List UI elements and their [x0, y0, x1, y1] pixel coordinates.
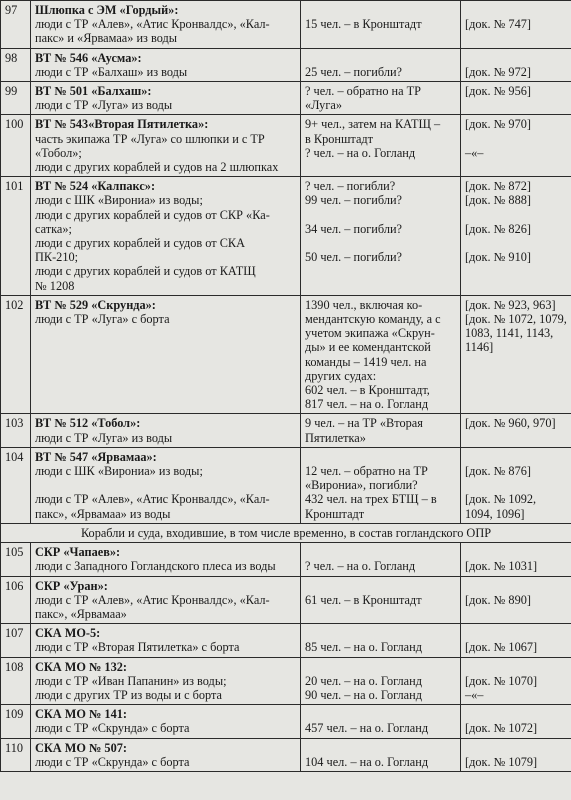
ship-description [31, 447, 301, 523]
result-line: других судах: [305, 368, 377, 383]
result-cell [301, 657, 461, 705]
document-reference: [док. № 1079] [465, 754, 538, 769]
table-row [1, 48, 571, 81]
result-line: 99 чел. – погибли? [305, 193, 402, 208]
result-line [305, 545, 456, 559]
document-reference: [док. № 747] [465, 17, 531, 32]
table-row [1, 657, 571, 705]
description-line: люди с ТР «Скрунда» с борта [35, 754, 190, 769]
result-line: 15 чел. – в Кронштадт [305, 17, 422, 32]
description-line: пакс» и «Ярвамаа» из воды [35, 31, 178, 46]
result-line: учетом экипажа «Скрун- [305, 326, 435, 341]
row-number: 99 [1, 82, 31, 115]
document-reference: [док. № 1067] [465, 640, 538, 655]
description-line: «Тобол»; [35, 145, 82, 160]
description-line: люди с ТР «Луга» из воды [35, 430, 173, 445]
row-number: 98 [1, 48, 31, 81]
result-line: 85 чел. – на о. Гогланд [305, 640, 422, 655]
result-line [305, 450, 456, 464]
document-reference: [док. № 910] [465, 250, 531, 265]
result-line [305, 579, 456, 593]
result-line: 9+ чел., затем на КАТЩ – [305, 117, 441, 132]
document-reference [465, 132, 567, 146]
table-row [1, 705, 571, 738]
description-line: люди с ТР «Луга» с борта [35, 312, 170, 327]
ship-name: ВТ № 546 «Аусма»: [35, 50, 142, 65]
result-cell [301, 705, 461, 738]
description-line: люди с других кораблей и судов от СКА [35, 236, 246, 251]
document-reference: [док. № 960, 970] [465, 416, 556, 431]
table-row [1, 414, 571, 447]
row-number: 101 [1, 177, 31, 296]
row-number: 104 [1, 447, 31, 523]
result-line: 20 чел. – на о. Гогланд [305, 673, 422, 688]
document-reference [465, 545, 567, 559]
document-reference [465, 707, 567, 721]
table-row [1, 82, 571, 115]
section-header: Корабли и суда, входившие, в том числе временно, в состав гогландского ОПР [1, 523, 571, 542]
table-row [1, 295, 571, 414]
ship-name: СКА МО № 507: [35, 740, 127, 755]
ship-name: СКР «Уран»: [35, 578, 108, 593]
description-line: пакс», «Ярвамаа» [35, 606, 127, 621]
document-reference: 1094, 1096] [465, 506, 525, 521]
result-cell [301, 576, 461, 624]
result-line: Кронштадт [305, 506, 365, 521]
table-body-top [1, 1, 571, 524]
description-line [35, 478, 296, 492]
ship-description [31, 576, 301, 624]
document-reference-cell [461, 447, 571, 523]
result-line: «Луга» [305, 98, 342, 113]
result-line: 1390 чел., включая ко- [305, 297, 423, 312]
ship-description [31, 624, 301, 657]
table-row [1, 447, 571, 523]
ship-description [31, 295, 301, 414]
ship-description [31, 177, 301, 296]
document-reference-cell [461, 48, 571, 81]
row-number: 106 [1, 576, 31, 624]
document-reference [465, 450, 567, 464]
result-cell [301, 543, 461, 576]
result-line: ? чел. – на о. Гогланд [305, 145, 416, 160]
result-line: 50 чел. – погибли? [305, 250, 402, 265]
document-reference: –«– [465, 687, 484, 702]
description-line: люди с ТР «Алев», «Атис Кронвалдс», «Кал- [35, 592, 270, 607]
document-reference: [док. № 923, 963] [465, 297, 556, 312]
result-line: 12 чел. – обратно на ТР [305, 464, 428, 479]
result-line: 61 чел. – в Кронштадт [305, 592, 422, 607]
description-line: люди с ТР «Балхаш» из воды [35, 64, 188, 79]
row-number: 109 [1, 705, 31, 738]
ship-name: СКА МО № 141: [35, 707, 127, 722]
document-reference [465, 660, 567, 674]
row-number: 105 [1, 543, 31, 576]
row-number: 110 [1, 738, 31, 771]
document-reference: [док. № 826] [465, 221, 531, 236]
result-line: команды – 1419 чел. на [305, 354, 427, 369]
description-line: люди с ТР «Иван Папанин» из воды; [35, 673, 227, 688]
document-reference: [док. № 1092, [465, 492, 537, 507]
result-line: ? чел. – обратно на ТР [305, 84, 422, 99]
table-row [1, 624, 571, 657]
row-number: 108 [1, 657, 31, 705]
document-reference: [док. № 1072, 1079, [465, 312, 567, 327]
section-header-row [1, 523, 571, 542]
table-row [1, 543, 571, 576]
result-line: мендантскую команду, а с [305, 312, 441, 327]
document-reference-cell [461, 657, 571, 705]
row-number: 102 [1, 295, 31, 414]
description-line: люди с ШК «Вирониа» из воды; [35, 193, 203, 208]
result-line: 817 чел. – на о. Гогланд [305, 397, 429, 412]
document-reference-cell [461, 738, 571, 771]
result-line [305, 208, 456, 222]
result-line: ? чел. – погибли? [305, 179, 396, 194]
ship-name: СКА МО-5: [35, 626, 101, 641]
document-reference-cell [461, 624, 571, 657]
result-line: Пятилетка» [305, 430, 366, 445]
result-cell [301, 624, 461, 657]
document-reference-cell [461, 115, 571, 177]
document-reference: –«– [465, 145, 484, 160]
ship-description [31, 705, 301, 738]
description-line: люди с ТР «Скрунда» с борта [35, 721, 190, 736]
description-line: люди с других ТР из воды и с борта [35, 687, 222, 702]
ship-name: ВТ № 529 «Скрунда»: [35, 297, 156, 312]
document-reference [465, 236, 567, 250]
ship-description [31, 414, 301, 447]
ship-description [31, 543, 301, 576]
document-reference-cell [461, 177, 571, 296]
result-line: 457 чел. – на о. Гогланд [305, 721, 429, 736]
document-reference: [док. № 1070] [465, 673, 538, 688]
row-number: 103 [1, 414, 31, 447]
ship-name: СКА МО № 132: [35, 659, 127, 674]
table-row [1, 1, 571, 49]
ship-description [31, 657, 301, 705]
result-line: 9 чел. – на ТР «Вторая [305, 416, 423, 431]
ship-name: Шлюпка с ЭМ «Гордый»: [35, 3, 179, 17]
result-cell [301, 295, 461, 414]
result-line [305, 660, 456, 674]
document-reference [465, 741, 567, 755]
ship-name: ВТ № 543«Вторая Пятилетка»: [35, 117, 209, 132]
result-cell [301, 115, 461, 177]
result-line: 25 чел. – погибли? [305, 64, 402, 79]
result-line [305, 3, 456, 17]
result-cell [301, 48, 461, 81]
description-line: люди с других кораблей и судов от СКР «Ка- [35, 207, 270, 222]
result-line: 90 чел. – на о. Гогланд [305, 687, 422, 702]
document-reference-cell [461, 295, 571, 414]
ship-name: СКР «Чапаев»: [35, 545, 121, 560]
ship-name: ВТ № 524 «Калпакс»: [35, 179, 156, 194]
table-row [1, 576, 571, 624]
row-number: 107 [1, 624, 31, 657]
ship-description [31, 115, 301, 177]
description-line: люди с ТР «Луга» из воды [35, 98, 173, 113]
description-line: люди с ШК «Вирониа» из воды; [35, 464, 203, 479]
result-line [305, 741, 456, 755]
result-line [305, 51, 456, 65]
document-reference-cell [461, 82, 571, 115]
table-row [1, 115, 571, 177]
result-cell [301, 447, 461, 523]
document-reference: [док. № 890] [465, 592, 531, 607]
document-reference: [док. № 888] [465, 193, 531, 208]
document-reference: [док. № 970] [465, 117, 531, 132]
ship-description [31, 48, 301, 81]
result-cell [301, 82, 461, 115]
ship-description [31, 738, 301, 771]
description-line: часть экипажа ТР «Луга» со шлюпки и с ТР [35, 131, 265, 146]
result-cell [301, 177, 461, 296]
description-line: пакс», «Ярвамаа» из воды [35, 506, 171, 521]
document-reference [465, 51, 567, 65]
document-reference [465, 478, 567, 492]
result-line: 104 чел. – на о. Гогланд [305, 754, 429, 769]
description-line: люди с Западного Гогландского плеса из воды [35, 559, 276, 574]
document-reference [465, 264, 567, 278]
result-line: 34 чел. – погибли? [305, 221, 402, 236]
result-line: ? чел. – на о. Гогланд [305, 559, 416, 574]
result-cell [301, 738, 461, 771]
result-line: 432 чел. на трех БТЩ – в [305, 492, 437, 507]
document-reference-cell [461, 576, 571, 624]
ship-description [31, 1, 301, 49]
description-line: люди с ТР «Алев», «Атис Кронвалдс», «Кал- [35, 492, 270, 507]
result-line [305, 264, 456, 278]
ship-name: ВТ № 547 «Ярвамаа»: [35, 449, 157, 464]
result-line [305, 707, 456, 721]
document-reference [465, 579, 567, 593]
document-reference-cell [461, 543, 571, 576]
document-reference: [док. № 956] [465, 84, 531, 99]
result-line: ды» и ее комендантской [305, 340, 431, 355]
document-reference: [док. № 1072] [465, 721, 538, 736]
result-line: 602 чел. – в Кронштадт, [305, 383, 430, 398]
description-line: № 1208 [35, 278, 75, 293]
document-reference [465, 208, 567, 222]
document-reference: [док. № 1031] [465, 559, 538, 574]
result-line: «Вирониа», погибли? [305, 478, 418, 493]
document-reference [465, 626, 567, 640]
result-line [305, 626, 456, 640]
document-reference: [док. № 972] [465, 64, 531, 79]
description-line: сатка»; [35, 221, 72, 236]
description-line: ПК-210; [35, 250, 79, 265]
result-cell [301, 414, 461, 447]
table-row [1, 738, 571, 771]
result-cell [301, 1, 461, 49]
document-reference: [док. № 872] [465, 179, 531, 194]
section-row-group [1, 523, 571, 542]
document-reference-cell [461, 1, 571, 49]
description-line: люди с других кораблей и судов на 2 шлюпках [35, 160, 279, 175]
description-line: люди с ТР «Алев», «Атис Кронвалдс», «Кал- [35, 17, 270, 32]
description-line: люди с других кораблей и судов от КАТЩ [35, 264, 256, 279]
document-reference: 1146] [465, 340, 494, 355]
description-line: люди с ТР «Вторая Пятилетка» с борта [35, 640, 240, 655]
document-reference: 1083, 1141, 1143, [465, 326, 554, 341]
document-reference [465, 3, 567, 17]
result-line: в Кронштадт [305, 131, 374, 146]
table-row [1, 177, 571, 296]
document-reference: [док. № 876] [465, 464, 531, 479]
ship-description [31, 82, 301, 115]
table-body-bottom [1, 543, 571, 772]
result-line [305, 236, 456, 250]
ship-name: ВТ № 512 «Тобол»: [35, 416, 141, 431]
document-reference-cell [461, 705, 571, 738]
row-number: 100 [1, 115, 31, 177]
ship-name: ВТ № 501 «Балхаш»: [35, 84, 152, 99]
row-number: 97 [1, 1, 31, 49]
document-reference-cell [461, 414, 571, 447]
